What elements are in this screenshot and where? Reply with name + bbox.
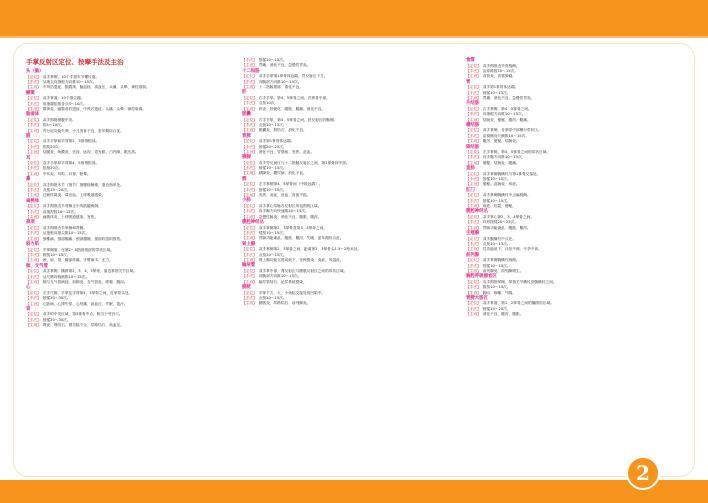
section-heading: 扁桃体 bbox=[26, 198, 40, 204]
entry-tag: 【手法】 bbox=[242, 122, 257, 127]
entry-text: 发热、炎症、贫血、食欲不振。 bbox=[258, 193, 311, 198]
entry-tag: 【定位】 bbox=[242, 225, 257, 230]
entry-tag: 【手法】 bbox=[242, 101, 257, 106]
entry-text: 推按10～15次。 bbox=[482, 285, 511, 290]
entry-text: 向手腕方向推10～15次。 bbox=[482, 155, 526, 160]
entry-tag: 【手法】 bbox=[242, 295, 257, 300]
section-heading: 脑垂体 bbox=[26, 112, 40, 118]
section-heading: 肾 bbox=[26, 306, 31, 312]
entry-text: 消化不良、腹泻、腹胀。 bbox=[482, 312, 524, 317]
section-heading: 胃脾大肠区 bbox=[466, 295, 488, 301]
entry-text: 用指端掐按各点5～10次。 bbox=[42, 101, 87, 106]
entry-text: 双手掌侧腕横纹与第1掌骨交接处。 bbox=[482, 171, 541, 176]
top-band-divider bbox=[0, 36, 708, 38]
section-heading: 降结肠 bbox=[466, 144, 480, 150]
entry-tag: 【主治】 bbox=[242, 106, 257, 111]
entry-text: 向腕部方向推10～15次。 bbox=[258, 79, 302, 84]
section-heading: 横结肠 bbox=[466, 122, 480, 128]
text-column-3 bbox=[466, 58, 686, 318]
entry-tag: 【手法】 bbox=[26, 231, 41, 236]
entry-tag: 【手法】 bbox=[466, 133, 481, 138]
entry-tag: 【定位】 bbox=[26, 247, 41, 252]
entry-text: 胸闷、咳嗽、气喘。 bbox=[482, 290, 516, 295]
entry-text: 按揉10～15次。 bbox=[258, 166, 287, 171]
entry-tag: 【定位】 bbox=[26, 139, 41, 144]
entry-tag: 【手法】 bbox=[466, 263, 481, 268]
entry-tag: 【主治】 bbox=[26, 171, 41, 176]
section-heading: 脾 bbox=[242, 176, 247, 182]
entry-tag: 【主治】 bbox=[26, 215, 41, 220]
entry-text: 胃肠功能紊乱、腹胀、腹泻。 bbox=[482, 225, 531, 230]
entry-tag: 【手法】 bbox=[242, 274, 257, 279]
section-heading: 胸腔呼吸器官区 bbox=[466, 274, 497, 280]
section-heading: 小肠 bbox=[242, 198, 251, 204]
section-heading: 胃 bbox=[466, 79, 471, 85]
section-heading: 心 bbox=[26, 285, 31, 291]
entry-text: 中风后遗症、脑震荡、脑血栓、高血压、头痛、头晕、神经衰弱。 bbox=[42, 85, 150, 90]
entry-text: 双手的中央区域，第3掌骨中点，相当于劳宫穴。 bbox=[42, 312, 123, 317]
entry-text: 按揉20～30次。 bbox=[42, 296, 71, 301]
section-heading: 生殖腺 bbox=[466, 231, 480, 236]
entry-text: 结肠炎、便秘、腹泻、腹痛。 bbox=[482, 117, 531, 122]
entry-text: 肾上腺功能亢进或低下、各种感染、炎症、风湿症。 bbox=[258, 257, 344, 262]
entry-text: 双手胃反射区与十二指肠反射区之间，第1掌骨体中部。 bbox=[258, 160, 350, 165]
section-heading: 输尿管 bbox=[242, 263, 256, 269]
entry-text: 从指尖向指根方向推10～15次。 bbox=[42, 79, 97, 84]
entry-text: 点按10～15次。 bbox=[482, 241, 511, 246]
entry-tag: 【主治】 bbox=[242, 236, 257, 241]
entry-tag: 【手法】 bbox=[26, 274, 41, 279]
section-heading: 直肠 bbox=[466, 166, 475, 172]
entry-text: 双手拇指指腹中央。 bbox=[42, 117, 76, 122]
entry-text: 前列腺炎、前列腺增生。 bbox=[482, 268, 524, 273]
entry-tag: 【主治】 bbox=[26, 279, 41, 284]
entry-tag: 【定位】 bbox=[466, 85, 481, 90]
entry-text: 按揉10～15次。 bbox=[482, 198, 511, 203]
entry-tag: 【手法】 bbox=[26, 144, 41, 149]
section-heading: 前列腺 bbox=[466, 252, 480, 258]
entry-text: 双手拇指近节掌侧和背侧。 bbox=[42, 225, 87, 230]
entry-tag: 【手法】 bbox=[466, 198, 481, 203]
entry-tag: 【手法】 bbox=[26, 166, 41, 171]
entry-tag: 【手法】 bbox=[242, 252, 257, 257]
section-heading: 斜方肌 bbox=[26, 242, 40, 247]
entry-tag: 【手法】 bbox=[26, 188, 41, 193]
entry-text: 双手腕横纹中点处。 bbox=[482, 236, 516, 241]
entry-text: 向手腕方向快速推10～15次。 bbox=[258, 209, 309, 214]
section-heading: 肾上腺 bbox=[242, 241, 256, 247]
entry-tag: 【主治】 bbox=[466, 117, 481, 122]
entry-text: 颈、肩、背、腰部疼痛，手臂麻木、无力。 bbox=[42, 258, 113, 263]
section-heading: 食管 bbox=[466, 58, 475, 63]
entry-text: 点按15～20次。 bbox=[42, 188, 71, 193]
entry-text: 由桡侧向尺侧推10～15次。 bbox=[482, 133, 530, 138]
entry-tag: 【主治】 bbox=[26, 193, 41, 198]
section-heading: 肝 bbox=[242, 90, 247, 96]
entry-text: 肝炎、肝硬化、腹胀、腹痛、消化不良。 bbox=[258, 106, 326, 111]
entry-tag: 【手法】 bbox=[26, 252, 41, 257]
entry-text: 肾炎、肾结石、肾功能不全、尿路结石、高血压。 bbox=[42, 323, 124, 328]
entry-tag: 【定位】 bbox=[242, 74, 257, 79]
text-column-2 bbox=[242, 58, 446, 307]
entry-text: 按揉10～15次。 bbox=[258, 58, 287, 62]
entry-text: 沿骨推按10～15次。 bbox=[482, 68, 518, 73]
entry-tag: 【定位】 bbox=[26, 182, 41, 187]
entry-text: 双手手掌和手背第4、5指指根部。 bbox=[42, 161, 100, 166]
entry-text: 左手尺侧，手掌及手背第4、5掌骨之间，近掌骨头处。 bbox=[42, 290, 133, 295]
section-heading: 颈项 bbox=[26, 220, 35, 226]
entry-tag: 【主治】 bbox=[242, 149, 257, 154]
entry-tag: 【主治】 bbox=[466, 182, 481, 187]
entry-tag: 【主治】 bbox=[466, 247, 481, 252]
entry-text: 按揉10～15次。 bbox=[258, 187, 287, 192]
entry-tag: 【手法】 bbox=[26, 296, 41, 301]
entry-tag: 【主治】 bbox=[466, 312, 481, 317]
entry-tag: 【主治】 bbox=[466, 95, 481, 100]
entry-text: 鼻窦炎、脑震荡后遗症、中风后遗症、头痛、头晕、神经衰弱。 bbox=[42, 106, 146, 111]
entry-text: 中耳炎、耳鸣、耳聋、眩晕。 bbox=[42, 171, 91, 176]
entry-tag: 【手法】 bbox=[26, 79, 41, 84]
entry-text: 点按10～15次。 bbox=[258, 295, 287, 300]
entry-tag: 【定位】 bbox=[26, 74, 41, 79]
section-heading: 肛门 bbox=[466, 187, 475, 193]
entry-tag: 【定位】 bbox=[26, 161, 41, 166]
sections-column-3 bbox=[466, 58, 686, 318]
entry-line bbox=[466, 312, 686, 317]
entry-tag: 【主治】 bbox=[466, 160, 481, 165]
entry-text: 双手掌心第2、3、4掌骨之间。 bbox=[482, 214, 535, 219]
entry-text: 双手手掌第1掌骨体远端，胃反射区下方。 bbox=[258, 74, 328, 79]
entry-tag: 【手法】 bbox=[26, 123, 41, 128]
entry-tag: 【定位】 bbox=[242, 290, 257, 295]
entry-text: 胆囊炎、胆结石、消化不良。 bbox=[258, 128, 307, 133]
section-heading: 额窦 bbox=[26, 90, 35, 96]
entry-tag: 【定位】 bbox=[26, 204, 41, 209]
section-heading: 十二指肠 bbox=[242, 68, 260, 74]
entry-text: 心脏病、心律失常、心绞痛、高血压、失眠、盗汗。 bbox=[42, 301, 128, 306]
entry-text: 双手拇指掌侧，掌指关节横纹至腕横纹之间。 bbox=[482, 279, 557, 284]
entry-tag: 【定位】 bbox=[466, 63, 481, 68]
entry-tag: 【主治】 bbox=[466, 290, 481, 295]
entry-text: 双手掌侧第2、3掌骨及第3、4掌骨之间。 bbox=[258, 225, 328, 230]
entry-tag: 【定位】 bbox=[466, 150, 481, 155]
entry-tag: 【定位】 bbox=[466, 301, 481, 306]
entry-tag: 【手法】 bbox=[466, 177, 481, 182]
entry-tag: 【手法】 bbox=[242, 209, 257, 214]
entry-tag: 【手法】 bbox=[26, 317, 41, 322]
entry-tag: 【手法】 bbox=[242, 231, 257, 235]
entry-tag: 【定位】 bbox=[466, 171, 481, 176]
entry-line bbox=[242, 301, 446, 306]
sections-column-1 bbox=[26, 69, 216, 329]
entry-tag: 【主治】 bbox=[242, 171, 257, 176]
entry-tag: 【手法】 bbox=[242, 58, 257, 62]
entry-tag: 【主治】 bbox=[242, 63, 257, 68]
entry-tag: 【主治】 bbox=[242, 257, 257, 262]
entry-text: 按揉20～30次。 bbox=[42, 317, 71, 322]
entry-tag: 【手法】 bbox=[242, 79, 257, 84]
entry-text: 输尿管结石、泌尿系统感染。 bbox=[258, 279, 307, 284]
entry-text: 结膜炎、角膜炎、近视、远视、青光眼、白内障、眼压高。 bbox=[42, 150, 139, 155]
entry-text: 点按10～15次。 bbox=[258, 252, 287, 257]
entry-text: 揉按10～15次。 bbox=[258, 231, 287, 235]
section-heading: 胆囊 bbox=[242, 111, 251, 117]
entry-text: 双手第1掌骨体远端。 bbox=[482, 85, 519, 90]
entry-tag: 【手法】 bbox=[242, 144, 257, 149]
entry-text: 双手掌侧，各掌骨中部横行带状区。 bbox=[482, 128, 542, 133]
entry-text: 右手手掌，第4、5掌骨之间，肝反射区的腕侧。 bbox=[258, 117, 338, 122]
entry-tag: 【手法】 bbox=[466, 68, 481, 73]
entry-tag: 【定位】 bbox=[466, 279, 481, 284]
entry-tag: 【定位】 bbox=[242, 182, 257, 187]
text-column-1 bbox=[26, 58, 216, 329]
entry-text: 腹泻、便秘、结肠炎。 bbox=[482, 139, 520, 144]
entry-tag: 【手法】 bbox=[26, 101, 41, 106]
entry-text: 食管炎、食管肿瘤。 bbox=[482, 74, 516, 79]
entry-text: 便秘、直肠炎、痔疮。 bbox=[482, 182, 520, 187]
entry-tag: 【主治】 bbox=[242, 84, 257, 89]
document-title: 手掌反射区定位、按摩手法及主治 bbox=[26, 58, 124, 66]
entry-tag: 【主治】 bbox=[26, 236, 41, 241]
entry-text: 掐按20次。 bbox=[42, 144, 63, 149]
entry-tag: 【主治】 bbox=[26, 106, 41, 111]
entry-tag: 【定位】 bbox=[466, 106, 481, 111]
entry-text: 扁桃体炎、上呼吸道感染、发热。 bbox=[42, 215, 99, 220]
section-heading: 胰腺 bbox=[242, 155, 251, 161]
entry-text: 双手第1掌骨体远端。 bbox=[258, 139, 295, 144]
page-number-badge: 2 bbox=[626, 456, 660, 490]
section-heading: 腹腔神经丛 bbox=[466, 209, 488, 215]
entry-text: 双手手掌和手背第2、3指指根部。 bbox=[42, 139, 100, 144]
entry-text: 胰腺炎、糖尿病、消化不良。 bbox=[258, 171, 307, 176]
entry-text: 向腕部方向推10～15次。 bbox=[258, 274, 302, 279]
entry-tag: 【主治】 bbox=[26, 150, 41, 155]
section-heading: 头（脑） bbox=[26, 69, 44, 74]
section-heading: 鼻 bbox=[26, 177, 31, 183]
entry-line bbox=[26, 323, 216, 328]
entry-tag: 【主治】 bbox=[466, 268, 481, 273]
entry-tag: 【主治】 bbox=[242, 279, 257, 284]
section-heading: 耳 bbox=[26, 155, 31, 161]
entry-tag: 【手法】 bbox=[466, 90, 481, 95]
entry-tag: 【手法】 bbox=[466, 285, 481, 290]
entry-text: 掐5～10次。 bbox=[42, 123, 65, 128]
section-heading: 眼 bbox=[26, 133, 31, 139]
entry-tag: 【定位】 bbox=[242, 95, 257, 100]
entry-text: 颈椎病、颈部酸痛、颈部僵硬、颈部软组织损伤。 bbox=[42, 236, 124, 241]
entry-tag: 【定位】 bbox=[466, 193, 481, 198]
entry-tag: 【主治】 bbox=[26, 128, 41, 133]
entry-text: 性功能低下、月经不调、不孕不育。 bbox=[482, 247, 542, 252]
entry-tag: 【主治】 bbox=[242, 214, 257, 219]
entry-tag: 【手法】 bbox=[466, 220, 481, 225]
entry-tag: 【手法】 bbox=[466, 112, 481, 117]
entry-tag: 【手法】 bbox=[466, 155, 481, 160]
entry-tag: 【定位】 bbox=[242, 139, 257, 144]
entry-tag: 【主治】 bbox=[466, 225, 481, 230]
entry-tag: 【主治】 bbox=[26, 85, 41, 90]
entry-tag: 【主治】 bbox=[242, 128, 257, 133]
entry-text: 按揉20～25次。 bbox=[258, 144, 287, 149]
entry-text: 推按10～15次。 bbox=[42, 252, 71, 257]
entry-text: 双手掌侧，横跨第2、3、4、5掌骨，靠近掌指关节区域。 bbox=[42, 269, 137, 274]
entry-text: 内分泌功能失调、小儿发育不良、更年期综合征。 bbox=[42, 128, 124, 133]
entry-tag: 【定位】 bbox=[26, 290, 41, 295]
entry-text: 双手掌面，10个指尖端。 bbox=[42, 96, 85, 101]
entry-text: 按揉10～15次。 bbox=[482, 177, 511, 182]
section-heading: 膀胱 bbox=[242, 284, 251, 290]
entry-text: 胃痛、消化不良、急慢性胃炎。 bbox=[258, 63, 311, 68]
entry-text: 双手掌侧腕横纹两侧。 bbox=[482, 258, 520, 263]
entry-text: 点按10～15次。 bbox=[258, 122, 287, 127]
entry-text: 双手掌面，第1、2掌骨之间的椭圆形区域。 bbox=[482, 301, 554, 306]
entry-text: 环形按揉20～25次。 bbox=[482, 220, 518, 225]
document-page bbox=[14, 44, 694, 476]
entry-text: 消化不良、胃溃疡、发热、贫血。 bbox=[258, 149, 315, 154]
entry-tag: 【主治】 bbox=[466, 74, 481, 79]
entry-text: 双手掌侧第2、3掌骨之间，距离第2、3掌骨头1.5～2厘米处。 bbox=[258, 247, 362, 252]
entry-tag: 【手法】 bbox=[242, 187, 257, 192]
entry-tag: 【主治】 bbox=[242, 193, 257, 198]
entry-text: 左手掌侧第4、5掌骨间（中段远端）。 bbox=[258, 182, 323, 187]
entry-text: 双手掌侧，10个手指末节螺纹面。 bbox=[42, 74, 100, 79]
entry-text: 双指捏按10～15次。 bbox=[42, 209, 78, 214]
entry-tag: 【定位】 bbox=[242, 268, 257, 273]
entry-text: 十二指肠溃疡、消化不良。 bbox=[258, 84, 303, 89]
entry-tag: 【手法】 bbox=[466, 306, 481, 311]
entry-text: 双手拇指末节（指节）指腹桡侧缘，靠近指甲处。 bbox=[42, 182, 124, 187]
section-heading: 胃脾 bbox=[242, 133, 251, 139]
sections-column-2 bbox=[242, 58, 446, 307]
entry-text: 胃肠功能紊乱、腹胀、腹泻、失眠、更年期综合征。 bbox=[258, 236, 344, 241]
entry-tag: 【手法】 bbox=[26, 209, 41, 214]
entry-text: 双手掌中部，肾反射区与膀胱反射区之间的带状区域。 bbox=[258, 268, 348, 273]
entry-tag: 【定位】 bbox=[242, 160, 257, 165]
entry-tag: 【主治】 bbox=[466, 204, 481, 209]
entry-tag: 【手法】 bbox=[242, 166, 257, 171]
entry-text: 从指根向指尖推10～15次。 bbox=[42, 231, 90, 236]
entry-text: 双手拇指近节骨桡侧。 bbox=[482, 63, 520, 68]
entry-text: 胃痛、消化不良、急慢性胃炎。 bbox=[482, 95, 535, 100]
entry-tag: 【主治】 bbox=[26, 323, 41, 328]
entry-text: 双手掌心结肠各反射区所包围的区域。 bbox=[258, 204, 322, 209]
entry-tag: 【定位】 bbox=[466, 258, 481, 263]
section-heading: 腹腔神经丛 bbox=[242, 220, 264, 226]
entry-tag: 【主治】 bbox=[466, 139, 481, 144]
entry-text: 按揉10～15次。 bbox=[482, 90, 511, 95]
entry-text: 掐按20次。 bbox=[42, 166, 63, 171]
entry-text: 右手掌侧，第4、5掌骨之间。 bbox=[482, 106, 532, 111]
entry-text: 从尺侧向桡侧推10～15次。 bbox=[42, 274, 90, 279]
top-orange-band bbox=[0, 0, 708, 36]
entry-tag: 【手法】 bbox=[466, 241, 481, 246]
entry-text: 痔疮、肛裂、便秘。 bbox=[482, 204, 516, 209]
entry-tag: 【定位】 bbox=[26, 269, 41, 274]
entry-tag: 【定位】 bbox=[242, 204, 257, 209]
entry-text: 按揉10～15次。 bbox=[482, 263, 511, 268]
entry-text: 向指根方向推10～15次。 bbox=[482, 112, 526, 117]
entry-text: 肺与支气管病症，如肺炎、支气管炎、哮喘、胸闷。 bbox=[42, 279, 128, 284]
entry-text: 按揉15～20次。 bbox=[482, 306, 511, 311]
entry-text: 左手掌侧，第4、5掌骨之间的带状区域。 bbox=[482, 150, 551, 155]
entry-text: 膀胱炎、尿路结石、前列腺炎。 bbox=[258, 301, 311, 306]
entry-text: 过敏性鼻炎、鼻出血、上呼吸道感染。 bbox=[42, 193, 106, 198]
entry-text: 点按10次。 bbox=[258, 101, 279, 106]
entry-tag: 【定位】 bbox=[466, 214, 481, 219]
entry-text: 急慢性肠炎、消化不良、腹胀、腹泻。 bbox=[258, 214, 322, 219]
entry-tag: 【主治】 bbox=[26, 258, 41, 263]
entry-text: 右手手掌，第4、5掌骨之间，在掌骨中部。 bbox=[258, 95, 330, 100]
entry-text: 双手拇指近节背侧正中线肌腱两侧。 bbox=[42, 204, 102, 209]
entry-text: 双手掌侧腕横纹中点偏桡侧。 bbox=[482, 193, 531, 198]
entry-tag: 【定位】 bbox=[26, 96, 41, 101]
section-heading: 升结肠 bbox=[466, 101, 480, 107]
entry-tag: 【定位】 bbox=[466, 236, 481, 241]
entry-text: 手掌侧面，在第2～5指指根部的带状区域。 bbox=[42, 247, 114, 252]
entry-text: 便秘、结肠炎、腹痛。 bbox=[482, 160, 520, 165]
entry-tag: 【定位】 bbox=[466, 128, 481, 133]
entry-tag: 【主治】 bbox=[242, 301, 257, 306]
entry-tag: 【定位】 bbox=[242, 247, 257, 252]
bottom-orange-band bbox=[0, 480, 708, 503]
entry-tag: 【定位】 bbox=[26, 117, 41, 122]
entry-tag: 【定位】 bbox=[26, 312, 41, 317]
entry-tag: 【定位】 bbox=[26, 225, 41, 230]
entry-text: 手掌下方，大、小鱼际交接处的凹陷中。 bbox=[258, 290, 326, 295]
section-heading: 肺、支气管 bbox=[26, 263, 48, 269]
entry-tag: 【定位】 bbox=[242, 117, 257, 122]
entry-tag: 【主治】 bbox=[26, 301, 41, 306]
